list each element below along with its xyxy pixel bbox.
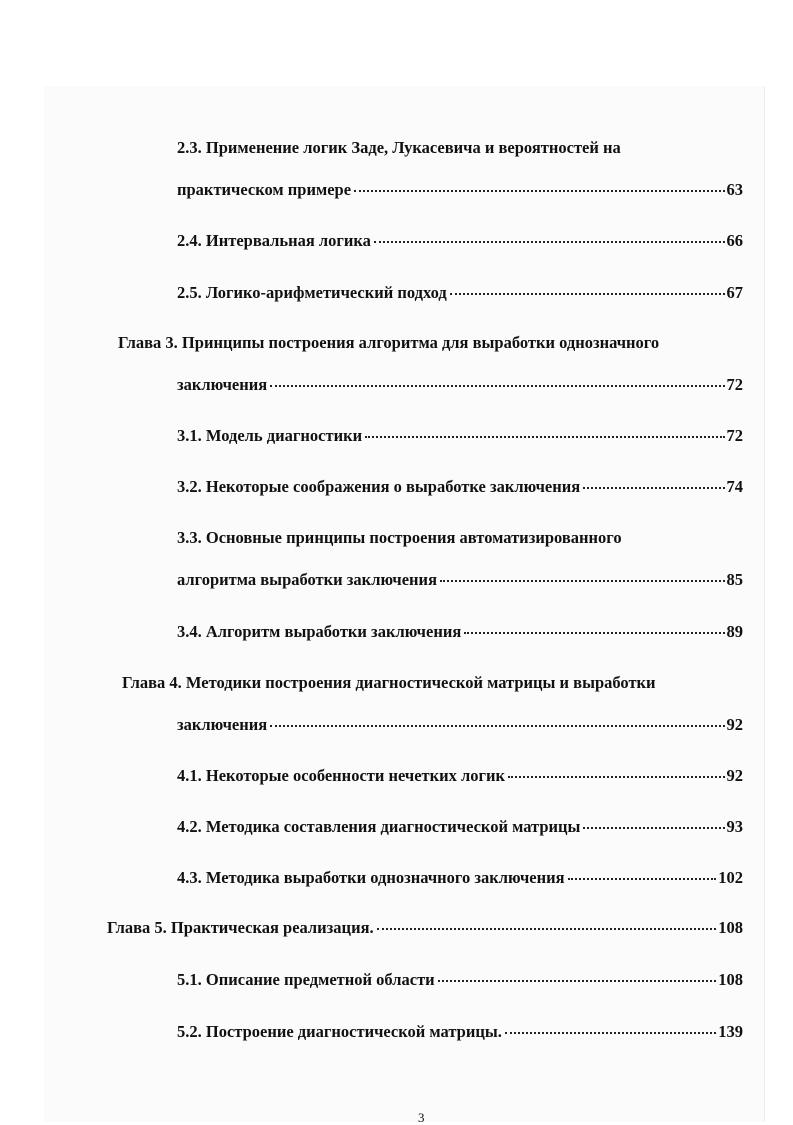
toc-entry-2-5[interactable] <box>177 283 743 303</box>
toc-page-number: 102 <box>718 868 743 887</box>
toc-entry-title: заключения <box>177 715 268 734</box>
toc-chapter-4-line1: Глава 4. Методики построения диагностической матрицы и выработки <box>122 673 656 692</box>
toc-entry-title: 4.1. Некоторые особенности нечетких логик <box>177 766 506 785</box>
toc-entry-title: 4.2. Методика составления диагностической матрицы <box>177 817 581 836</box>
toc-entry-title: Глава 5. Практическая реализация. <box>107 918 374 937</box>
dot-leader <box>583 827 724 829</box>
toc-entry-title: 2.4. Интервальная логика <box>177 231 371 250</box>
toc-page-number: 92 <box>726 715 743 734</box>
dot-leader <box>374 241 725 243</box>
dot-leader <box>505 1032 716 1034</box>
toc-entry-3-3-line1: 3.3. Основные принципы построения автоматизированного <box>177 528 622 547</box>
dot-leader <box>365 436 724 438</box>
toc-entry-2-3[interactable] <box>177 180 743 200</box>
toc-entry-2-3-line1: 2.3. Применение логик Заде, Лукасевича и вероятностей на <box>177 138 621 157</box>
dot-leader <box>270 385 724 387</box>
toc-page-number: 85 <box>726 570 743 589</box>
toc-entry-title: 5.1. Описание предметной области <box>177 970 435 989</box>
dot-leader <box>568 878 717 880</box>
toc-entry-3-4[interactable] <box>177 622 743 642</box>
toc-page-number: 63 <box>726 180 743 199</box>
page-number-footer: 3 <box>418 1110 425 1125</box>
toc-entry-4-1[interactable] <box>177 766 743 786</box>
toc-entry-title: 5.2. Построение диагностической матрицы. <box>177 1022 502 1041</box>
dot-leader <box>450 293 725 295</box>
toc-chapter-4[interactable] <box>177 715 743 735</box>
toc-page-number: 72 <box>726 426 743 445</box>
toc-page-number: 108 <box>718 970 743 989</box>
toc-entry-title: 3.2. Некоторые соображения о выработке заключения <box>177 477 581 496</box>
toc-page-number: 108 <box>718 918 743 937</box>
toc-entry-5-2[interactable] <box>177 1022 743 1042</box>
toc-entry-3-3[interactable] <box>177 570 743 590</box>
toc-page-number: 66 <box>726 231 743 250</box>
toc-entry-title: заключения <box>177 375 268 394</box>
toc-page-number: 139 <box>718 1022 743 1041</box>
toc-page-number: 74 <box>726 477 743 496</box>
toc-page-number: 72 <box>726 375 743 394</box>
toc-entry-2-4[interactable] <box>177 231 743 251</box>
dot-leader <box>354 190 724 192</box>
toc-chapter-3-line1: Глава 3. Принципы построения алгоритма для выработки однозначного <box>118 333 660 352</box>
dot-leader <box>438 980 717 982</box>
toc-chapter-5[interactable] <box>107 918 743 938</box>
toc-entry-title: алгоритма выработки заключения <box>177 570 437 589</box>
toc-chapter-3[interactable] <box>177 375 743 395</box>
toc-entry-title: 4.3. Методика выработки однозначного заключения <box>177 868 565 887</box>
toc-entry-title: практическом примере <box>177 180 352 199</box>
toc-entry-4-3[interactable] <box>177 868 743 888</box>
toc-page-number: 92 <box>726 766 743 785</box>
toc-entry-3-2[interactable] <box>177 477 743 497</box>
dot-leader <box>270 725 724 727</box>
toc-entry-5-1[interactable] <box>177 970 743 990</box>
toc-entry-4-2[interactable] <box>177 817 743 837</box>
toc-page-number: 89 <box>726 622 743 641</box>
toc-page-number: 93 <box>726 817 743 836</box>
dot-leader <box>583 487 724 489</box>
dot-leader <box>377 928 717 930</box>
toc-entry-title: 3.1. Модель диагностики <box>177 426 363 445</box>
toc-page-number: 67 <box>726 283 743 302</box>
toc-entry-title: 2.5. Логико-арифметический подход <box>177 283 447 302</box>
toc-entry-3-1[interactable] <box>177 426 743 446</box>
dot-leader <box>440 580 725 582</box>
dot-leader <box>464 632 724 634</box>
dot-leader <box>508 776 724 778</box>
toc-entry-title: 3.4. Алгоритм выработки заключения <box>177 622 462 641</box>
